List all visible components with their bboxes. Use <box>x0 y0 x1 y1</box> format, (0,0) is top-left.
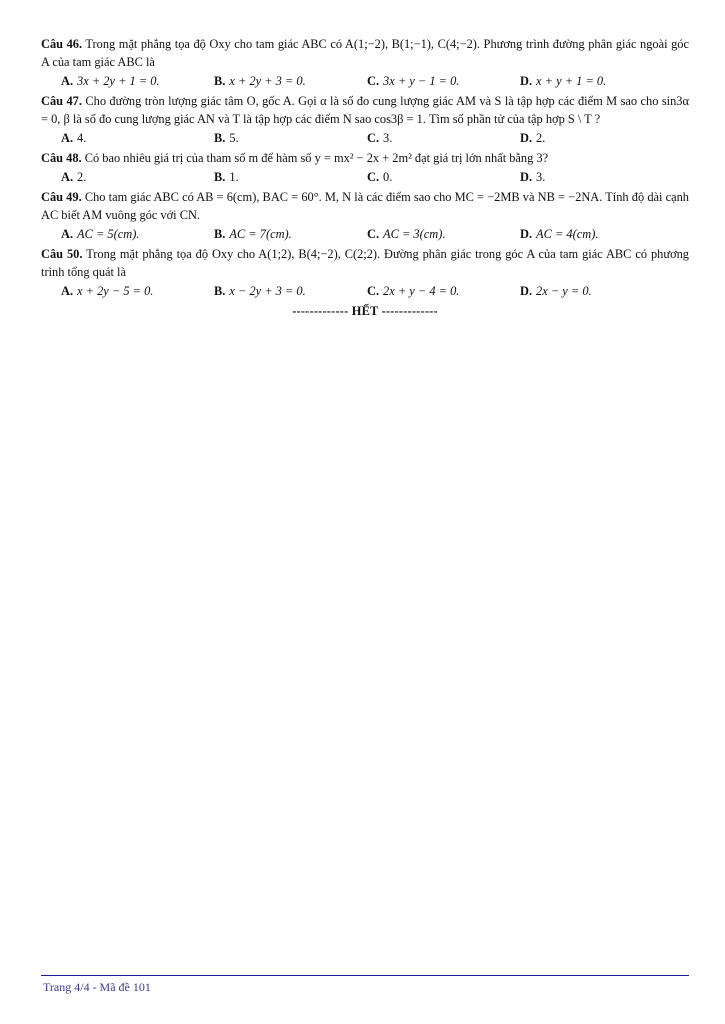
question-label: Câu 47. <box>41 93 82 108</box>
question-body: Trong mặt phẳng tọa độ Oxy cho tam giác ABC có A(1;−2), B(1;−1), C(4;−2). Phương trình đường phân giác ngoài góc A của tam giác ABC là <box>41 37 689 69</box>
question-body: Có bao nhiêu giá trị của tham số m để hàm số y = mx² − 2x + 2m² đạt giá trị lớn nhất bằng 3? <box>84 150 549 165</box>
question-46 <box>41 36 689 91</box>
exam-page <box>41 36 689 321</box>
question-label: Câu 46. <box>41 37 83 51</box>
question-text <box>41 246 689 282</box>
answer-options <box>41 226 689 244</box>
option-d: D. 2x − y = 0. <box>520 283 592 298</box>
question-50 <box>41 246 689 301</box>
question-label: Câu 48. <box>41 150 82 165</box>
question-text <box>41 93 689 129</box>
option-c: C. 2x + y − 4 = 0. <box>367 283 460 298</box>
option-c: C. 0. <box>367 169 393 184</box>
option-d: D. 2. <box>520 130 546 145</box>
question-text <box>41 150 689 168</box>
option-a: A. 3x + 2y + 1 = 0. <box>61 73 160 88</box>
option-d: D. x + y + 1 = 0. <box>520 73 607 88</box>
answer-options <box>41 169 689 187</box>
option-b: B. AC = 7(cm). <box>214 226 292 241</box>
question-body: Cho đường tròn lượng giác tâm O, gốc A. Gọi α là số đo cung lượng giác AM và S là tập hợp các điểm M sao cho sin3α = 0, β là số đo cung lượng giác AN và T là tập hợp các điểm N sao cos3β = 1. Tìm số phần tử của tập hợp S \ T ? <box>41 93 689 126</box>
option-c: C. 3x + y − 1 = 0. <box>367 73 460 88</box>
question-49 <box>41 189 689 244</box>
option-b: B. 5. <box>214 130 239 145</box>
question-label: Câu 50. <box>41 246 83 261</box>
answer-options <box>41 130 689 148</box>
answer-options <box>41 73 689 91</box>
question-text <box>41 189 689 225</box>
option-a: A. AC = 5(cm). <box>61 226 140 241</box>
option-d: D. AC = 4(cm). <box>520 226 599 241</box>
end-marker: ------------- HẾT ------------- <box>292 303 438 318</box>
answer-options <box>41 283 689 301</box>
footer-divider <box>41 975 689 976</box>
question-body: Trong mặt phẳng tọa độ Oxy cho A(1;2), B(4;−2), C(2;2). Đường phân giác trong góc A của tam giác ABC có phương trình tổng quát là <box>41 246 690 279</box>
page-footer: Trang 4/4 - Mã đề 101 <box>43 980 151 994</box>
option-b: B. x + 2y + 3 = 0. <box>214 73 306 88</box>
option-d: D. 3. <box>520 169 546 184</box>
option-a: A. 2. <box>61 169 87 184</box>
option-b: B. x − 2y + 3 = 0. <box>214 283 306 298</box>
option-c: C. AC = 3(cm). <box>367 226 446 241</box>
option-b: B. 1. <box>214 169 239 184</box>
question-text <box>41 36 689 72</box>
option-a: A. 4. <box>61 130 87 145</box>
question-48 <box>41 150 689 187</box>
question-label: Câu 49. <box>41 189 82 204</box>
question-47 <box>41 93 689 148</box>
option-c: C. 3. <box>367 130 393 145</box>
option-a: A. x + 2y − 5 = 0. <box>61 283 154 298</box>
question-body: Cho tam giác ABC có AB = 6(cm), BAC = 60°. M, N là các điểm sao cho MC = −2MB và NB = −2NA. Tính độ dài cạnh AC biết AM vuông góc với CN. <box>41 189 689 222</box>
